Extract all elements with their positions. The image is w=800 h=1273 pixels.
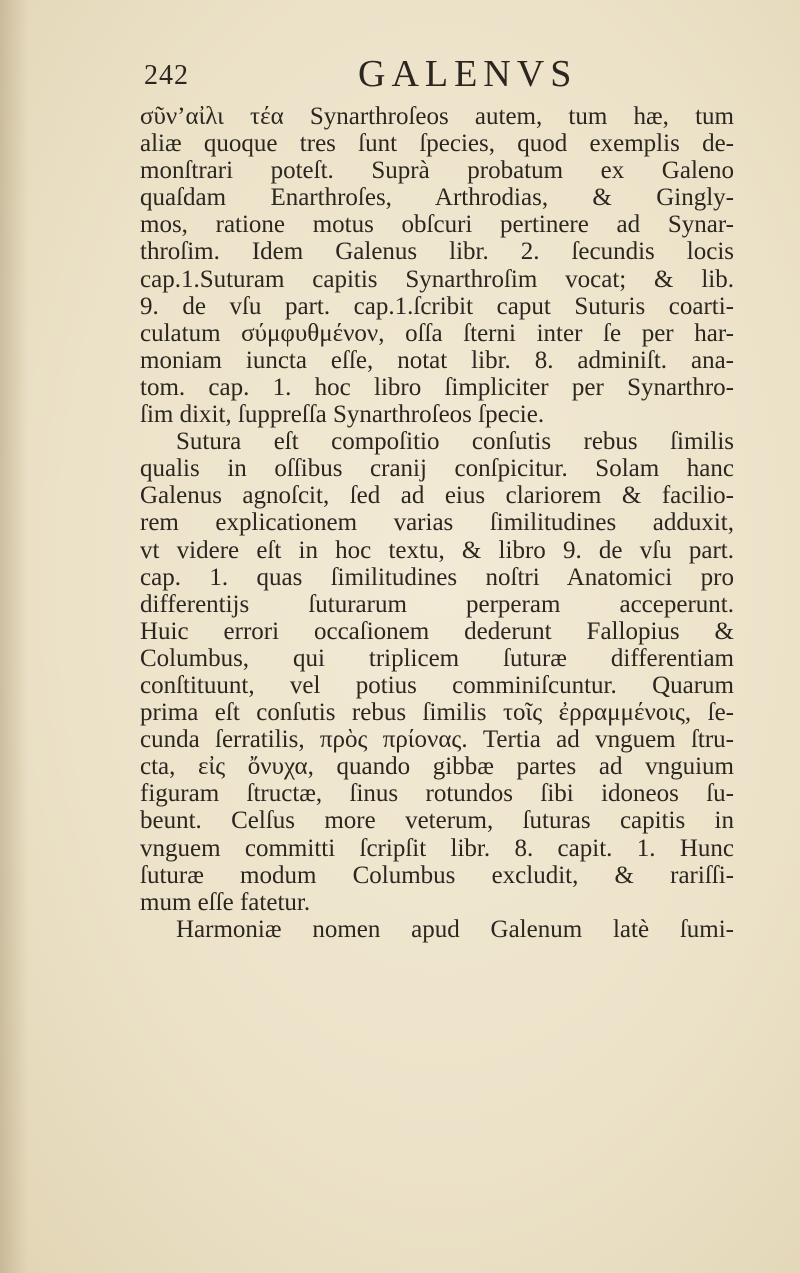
text-line: Columbus, qui triplicem ſuturæ differentiam	[140, 644, 734, 672]
page-number: 242	[144, 60, 189, 91]
text-line: Sutura eſt compoſitio conſutis rebus ſimilis	[176, 428, 734, 456]
text-line: Huic errori occaſionem dederunt Fallopius &	[140, 617, 734, 645]
text-line: σῦν’αἰλι τέα Synarthroſeos autem, tum hæ, tum	[140, 103, 734, 130]
page-edge-shadow	[0, 0, 28, 1273]
text-line: beunt. Celſus more veterum, ſuturas capitis in	[140, 807, 734, 835]
text-line: cap. 1. quas ſimilitudines noſtri Anatomici pro	[140, 563, 734, 591]
text-line: Galenus agnoſcit, ſed ad eius clariorem & facilio-	[140, 482, 734, 510]
text-line: tom. cap. 1. hoc libro ſimpliciter per Synarthro-	[140, 373, 734, 401]
text-line: culatum σύμφυθμένον, oſſa ſterni inter ſe per har-	[140, 319, 734, 347]
text-line: mum eſſe fatetur.	[140, 888, 311, 916]
text-line: quaſdam Enarthroſes, Arthrodias, & Gingly-	[140, 184, 734, 212]
text-line: qualis in oſſibus cranij conſpicitur. Solam hanc	[140, 455, 734, 483]
running-head	[140, 50, 730, 100]
text-line: differentijs ſuturarum perperam acceperunt.	[140, 590, 734, 618]
text-line: rem explicationem varias ſimilitudines adduxit,	[140, 509, 734, 537]
body-text	[140, 103, 734, 943]
text-line: figuram ſtructæ, ſinus rotundos ſibi idoneos ſu-	[140, 780, 734, 808]
text-line: vt videre eſt in hoc textu, & libro 9. de vſu part.	[140, 536, 734, 564]
text-line: ſuturæ modum Columbus excludit, & rariſſi-	[140, 861, 734, 889]
text-line: cap.1.Suturam capitis Synarthroſim vocat; & lib.	[140, 265, 734, 293]
text-line: moniam iuncta eſſe, notat libr. 8. adminiſt. ana-	[140, 346, 734, 374]
text-line: mos, ratione motus obſcuri pertinere ad Synar-	[140, 211, 734, 239]
text-line: Harmoniæ nomen apud Galenum latè ſumi-	[176, 915, 734, 943]
text-line: conſtituunt, vel potius comminiſcuntur. Quarum	[140, 671, 734, 699]
running-title: GALENVS	[358, 53, 578, 95]
text-line: throſim. Idem Galenus libr. 2. ſecundis locis	[140, 238, 734, 266]
text-line: aliæ quoque tres ſunt ſpecies, quod exemplis de-	[140, 130, 734, 158]
text-line: ſim dixit, ſuppreſſa Synarthroſeos ſpecie.	[140, 401, 545, 429]
text-line: 9. de vſu part. cap.1.ſcribit caput Suturis coarti-	[140, 292, 734, 320]
text-line: monſtrari poteſt. Suprà probatum ex Galeno	[140, 157, 734, 185]
text-line: vnguem committi ſcripſit libr. 8. capit. 1. Hunc	[140, 834, 734, 862]
text-line: cta, εἰς ὄνυχα, quando gibbæ partes ad vnguium	[140, 753, 734, 781]
text-line: cunda ſerratilis, πρὸς πρίονας. Tertia ad vnguem ſtru-	[140, 726, 734, 754]
text-line: prima eſt conſutis rebus ſimilis τοῖς ἐρραμμένοις, ſe-	[140, 699, 734, 727]
